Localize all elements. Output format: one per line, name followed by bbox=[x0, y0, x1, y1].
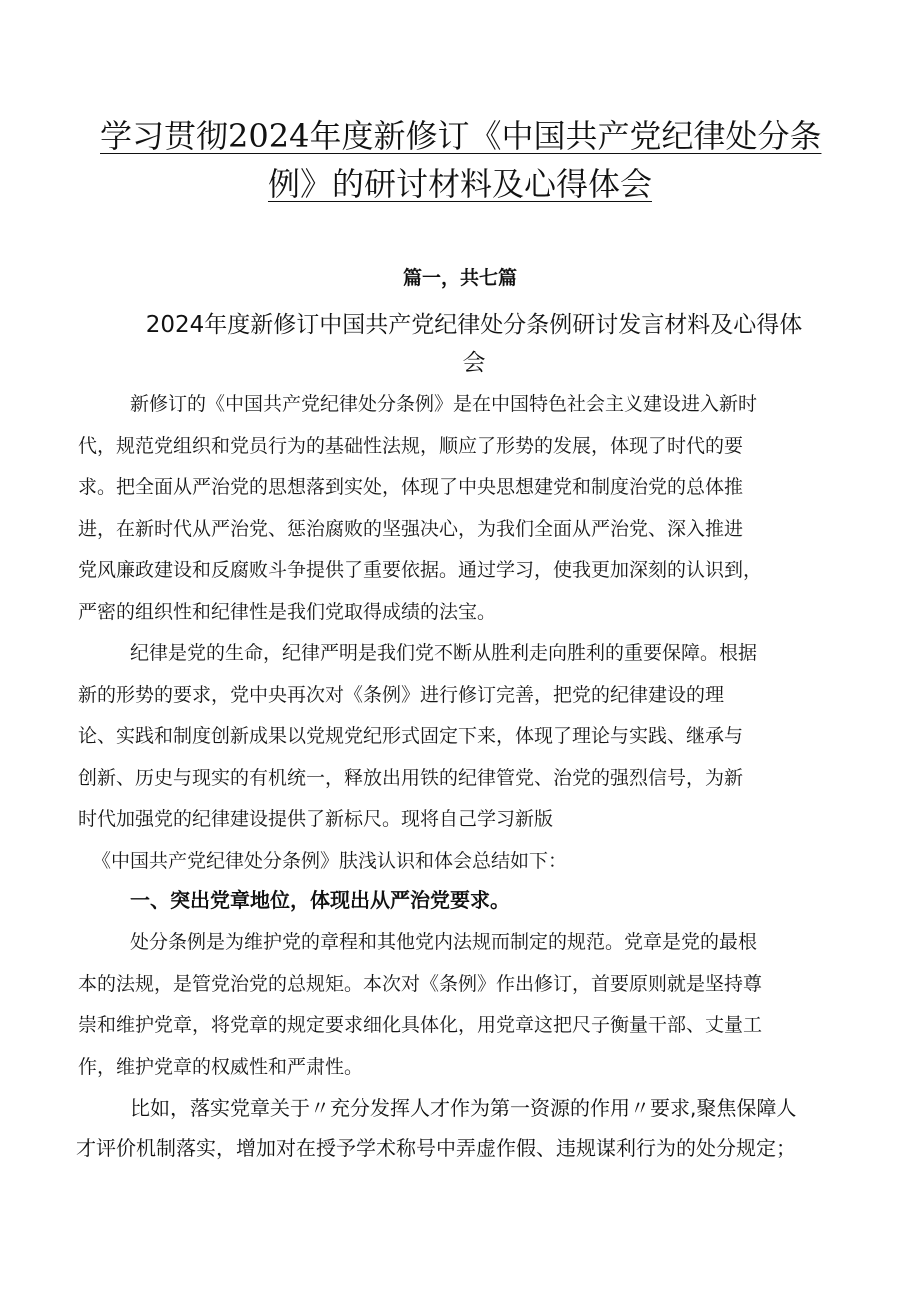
paragraph-line: 本的法规，是管党治党的总规矩。本次对《条例》作出修订，首要原则就是坚持尊 bbox=[78, 972, 763, 995]
article-subtitle bbox=[82, 306, 866, 382]
paragraph-line: 时代加强党的纪律建设提供了新标尺。现将自己学习新版 bbox=[78, 808, 554, 831]
paragraph-line: 新的形势的要求，党中央再次对《条例》进行修订完善，把党的纪律建设的理 bbox=[78, 683, 725, 706]
paragraph-3 bbox=[78, 922, 858, 1088]
paragraph-4 bbox=[76, 1088, 876, 1168]
paragraph-line: 党风廉政建设和反腐败斗争提供了重要依据。通过学习，使我更加深刻的认识到， bbox=[78, 559, 763, 582]
paragraph-line: 严密的组织性和纪律性是我们党取得成绩的法宝。 bbox=[78, 600, 497, 623]
article-subtitle-line: 会 bbox=[462, 350, 486, 376]
paragraph-1 bbox=[78, 384, 858, 634]
paragraph-line: 纪律是党的生命，纪律严明是我们党不断从胜利走向胜利的重要保障。根据 bbox=[130, 642, 758, 664]
paragraph-line: 进，在新时代从严治党、惩治腐败的坚强决心，为我们全面从严治党、深入推进 bbox=[78, 517, 744, 540]
paragraph-line: 才评价机制落实，增加对在授予学术称号中弄虚作假、违规谋利行为的处分规定； bbox=[76, 1136, 796, 1160]
article-subtitle-line: 2024年度新修订中国共产党纪律处分条例研讨发言材料及心得体 bbox=[145, 312, 803, 338]
paragraph-line: 论、实践和制度创新成果以党规党纪形式固定下来，体现了理论与实践、继承与 bbox=[78, 725, 744, 748]
paragraph-line: 作，维护党章的权威性和严肃性。 bbox=[78, 1055, 364, 1078]
section-heading-1: 一、突出党章地位，体现出从严治党要求。 bbox=[130, 888, 510, 912]
paragraph-line: 创新、历史与现实的有机统一，释放出用铁的纪律管党、治党的强烈信号，为新 bbox=[78, 766, 744, 789]
paragraph-line: 代，规范党组织和党员行为的基础性法规，顺应了形势的发展，体现了时代的要 bbox=[78, 434, 744, 457]
paragraph-line: 《中国共产党纪律处分条例》肤浅认识和体会总结如下： bbox=[92, 849, 568, 872]
paragraph-2 bbox=[78, 633, 858, 883]
document-title bbox=[100, 112, 820, 208]
paragraph-line: 处分条例是为维护党的章程和其他党内法规而制定的规范。党章是党的最根 bbox=[130, 931, 758, 953]
document-title-line: 例》的研讨材料及心得体会 bbox=[267, 165, 652, 203]
document-title-line: 学习贯彻2024年度新修订《中国共产党纪律处分条 bbox=[100, 117, 822, 155]
paragraph-line: 比如，落实党章关于〃充分发挥人才作为第一资源的作用〃要求,聚焦保障人 bbox=[130, 1096, 797, 1120]
paragraph-line: 求。把全面从严治党的思想落到实处，体现了中央思想建党和制度治党的总体推 bbox=[78, 476, 744, 499]
paragraph-line: 新修订的《中国共产党纪律处分条例》是在中国特色社会主义建设进入新时 bbox=[130, 393, 758, 415]
section-label: 篇一，共七篇 bbox=[402, 267, 517, 289]
paragraph-line: 崇和维护党章，将党章的规定要求细化具体化，用党章这把尺子衡量干部、丈量工 bbox=[78, 1014, 763, 1037]
